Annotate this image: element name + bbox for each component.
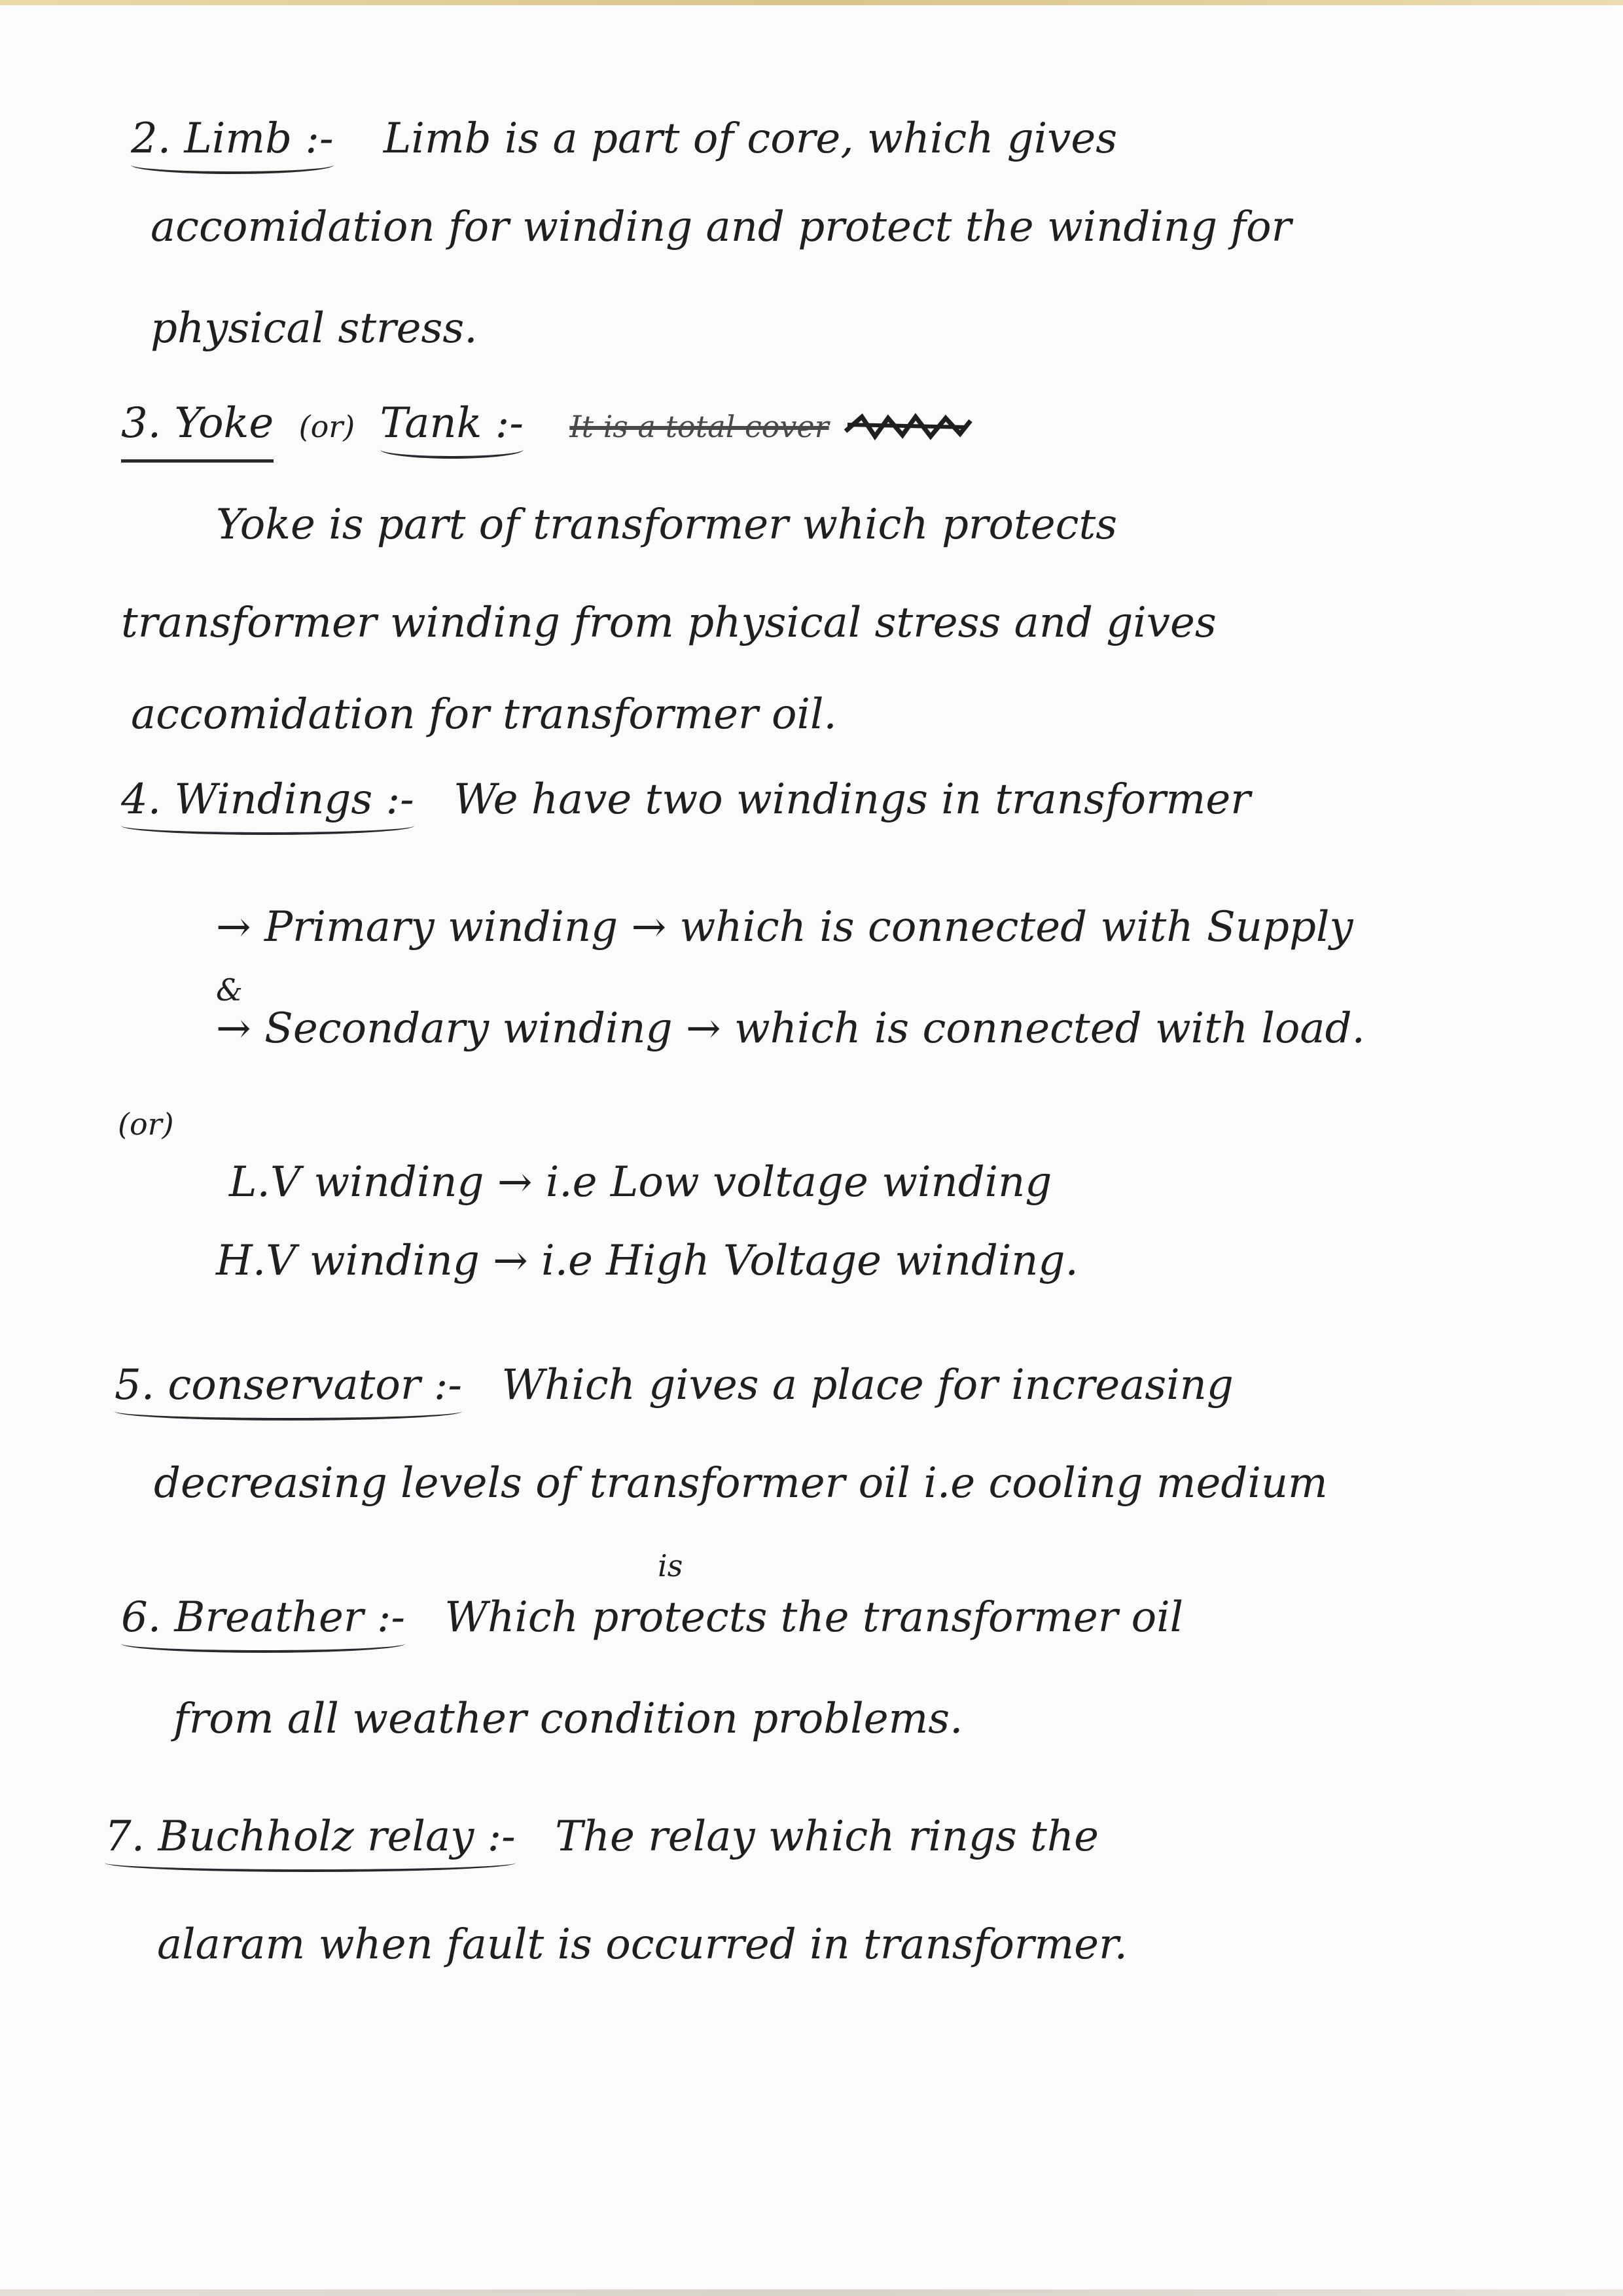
limb-line-1: Limb is a part of core, which gives (383, 115, 1118, 163)
breather-inserted-is: is (658, 1548, 683, 1583)
yoke-heading-line (121, 399, 973, 448)
limb-heading: 2. Limb :- (131, 115, 334, 163)
paper-top-edge (0, 0, 1623, 5)
conservator-heading: 5. conservator :- (115, 1361, 462, 1409)
conservator-line-1: Which gives a place for increasing (501, 1361, 1234, 1409)
limb-line-3: physical stress. (151, 304, 478, 353)
breather-line-2: from all weather condition problems. (173, 1695, 963, 1743)
secondary-winding-line: → Secondary winding → which is connected with load. (216, 1004, 1365, 1053)
yoke-struck-text: It is a total cover (569, 409, 829, 444)
windings-or-label: (or) (118, 1106, 174, 1142)
windings-heading: 4. Windings :- (121, 775, 414, 824)
conservator-line-2: decreasing levels of transformer oil i.e cooling medium (154, 1459, 1328, 1508)
windings-line-1: We have two windings in transformer (454, 775, 1251, 824)
windings-heading-line (121, 775, 1251, 824)
breather-heading-line (121, 1593, 1184, 1642)
limb-heading-line (131, 115, 1118, 163)
yoke-heading-number: 3. Yoke (121, 399, 274, 448)
buchholz-line-1: The relay which rings the (555, 1812, 1099, 1861)
primary-winding-line: → Primary winding → which is connected with Supply (216, 903, 1353, 951)
scribble-mark (842, 412, 973, 442)
lv-winding-line: L.V winding → i.e Low voltage winding (229, 1158, 1052, 1207)
yoke-or-label: (or) (298, 409, 355, 444)
paper-bottom-edge (0, 2289, 1623, 2296)
buchholz-heading: 7. Buchholz relay :- (105, 1812, 516, 1861)
buchholz-line-2: alaram when fault is occurred in transformer. (157, 1920, 1128, 1969)
yoke-line-2: transformer winding from physical stress and gives (121, 599, 1217, 647)
ampersand: & (216, 972, 243, 1008)
breather-heading: 6. Breather :- (121, 1593, 405, 1642)
yoke-line-3: accomidation for transformer oil. (131, 690, 837, 739)
hv-winding-line: H.V winding → i.e High Voltage winding. (216, 1237, 1079, 1285)
buchholz-heading-line (105, 1812, 1099, 1861)
yoke-line-1: Yoke is part of transformer which protects (216, 501, 1118, 549)
breather-line-1: Which protects the transformer oil (444, 1593, 1184, 1642)
conservator-heading-line (115, 1361, 1234, 1409)
limb-line-2: accomidation for winding and protect the winding for (151, 203, 1292, 251)
yoke-tank-label: Tank :- (380, 399, 524, 448)
